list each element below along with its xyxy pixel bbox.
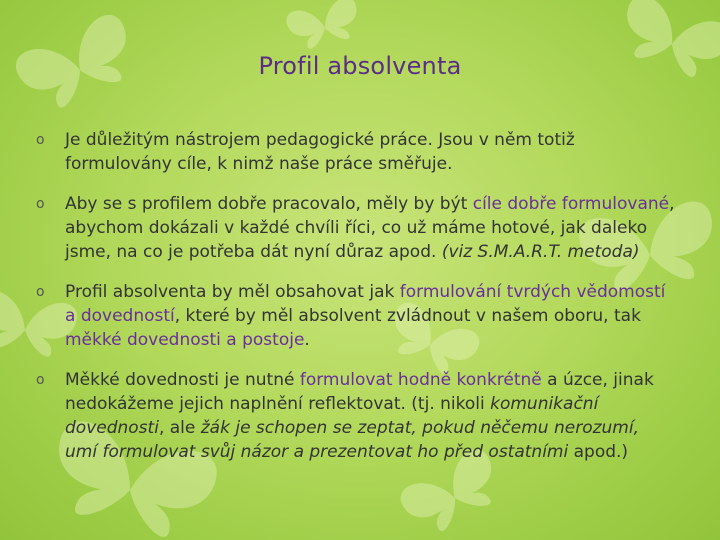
bullet-text: , ale xyxy=(158,418,201,438)
bullet-marker: o xyxy=(36,132,45,148)
bullet-text: . xyxy=(304,330,310,350)
bullet-text: , abychom dokázali v každé chvíli říci, co už máme hotové, jak daleko jsme, na co je potřeba dát nyní důraz apod. xyxy=(65,194,675,262)
highlighted-text: formulovat hodně konkrétně xyxy=(299,370,542,390)
bullet-text: Profil absolventa by měl obsahovat jak xyxy=(65,282,400,302)
italic-text: (viz S.M.A.R.T. metoda) xyxy=(441,242,640,262)
bullet-list xyxy=(36,128,676,480)
bullet-text: , které by měl absolvent zvládnout v našem oboru, tak xyxy=(174,306,641,326)
bullet-text: apod.) xyxy=(568,442,629,462)
bullet-text: Aby se s profilem dobře pracovalo, měly by být xyxy=(65,194,473,214)
bullet-item xyxy=(36,192,676,264)
bullet-item xyxy=(36,280,676,352)
highlighted-text: cíle dobře formulované xyxy=(472,194,670,214)
bullet-item xyxy=(36,128,676,176)
italic-text: žák je schopen se zeptat, pokud něčemu nerozumí, umí formulovat svůj názor a prezentovat ho před ostatními xyxy=(65,418,639,462)
bullet-marker: o xyxy=(36,372,45,388)
bullet-marker: o xyxy=(36,196,45,212)
bullet-item xyxy=(36,368,676,464)
bullet-text: Měkké dovednosti je nutné xyxy=(65,370,300,390)
bullet-text: Je důležitým nástrojem pedagogické práce. Jsou v něm totiž formulovány cíle, k nimž naše práce směřuje. xyxy=(65,130,575,174)
highlighted-text: měkké dovednosti a postoje xyxy=(65,330,305,350)
italic-text: komunikační dovednosti xyxy=(65,394,599,438)
highlighted-text: formulování tvrdých vědomostí a dovedností xyxy=(65,282,666,326)
bullet-marker: o xyxy=(36,284,45,300)
slide-title: Profil absolventa xyxy=(258,52,462,80)
bullet-text: a úzce, jinak nedokážeme jejich naplnění reflektovat. (tj. nikoli xyxy=(65,370,654,414)
butterfly-icon xyxy=(284,0,363,53)
